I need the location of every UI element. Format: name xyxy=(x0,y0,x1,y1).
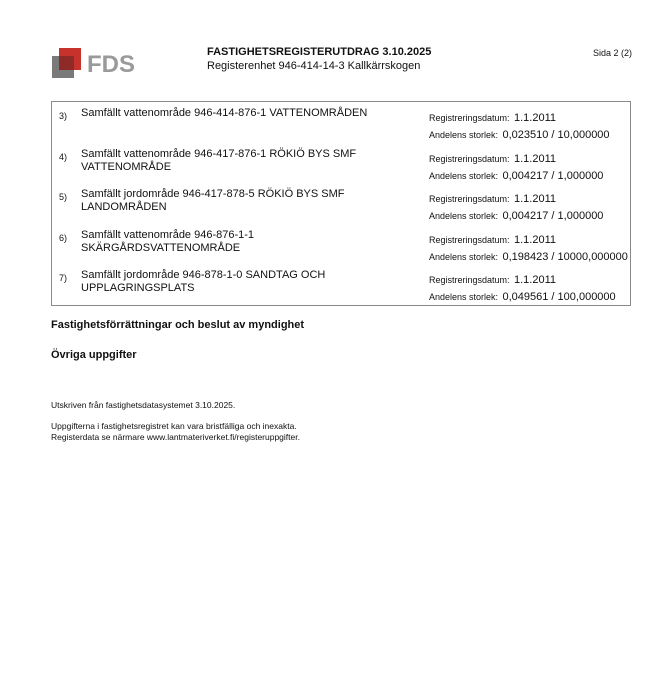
document-title: FASTIGHETSREGISTERUTDRAG 3.10.2025 xyxy=(207,46,432,58)
shares-table xyxy=(51,101,631,306)
disclaimer-line-2: Registerdata se närmare www.lantmateriverket.fi/registeruppgifter. xyxy=(51,432,300,442)
reg-date-value: 1.1.2011 xyxy=(514,193,557,205)
share-meta xyxy=(429,271,616,305)
share-size-value: 0,049561 / 100,000000 xyxy=(502,291,616,303)
row-number: 4) xyxy=(59,152,68,162)
reg-date-label: Registreringsdatum: xyxy=(429,194,510,204)
share-name: Samfällt vattenområde 946-414-876-1 VATTENOMRÅDEN xyxy=(81,107,368,119)
row-number: 5) xyxy=(59,192,68,202)
share-meta xyxy=(429,150,603,184)
reg-date-label: Registreringsdatum: xyxy=(429,235,510,245)
fds-logo xyxy=(52,48,142,82)
share-size-label: Andelens storlek: xyxy=(429,211,499,221)
section-heading-ovriga: Övriga uppgifter xyxy=(51,349,137,361)
share-meta xyxy=(429,231,628,265)
disclaimer-line-1: Uppgifterna i fastighetsregistret kan vara bristfälliga och inexakta. xyxy=(51,421,297,431)
row-number: 3) xyxy=(59,111,68,121)
share-size-value: 0,004217 / 1,000000 xyxy=(502,170,604,182)
reg-date-value: 1.1.2011 xyxy=(514,234,557,246)
document-subtitle: Registerenhet 946-414-14-3 Kallkärrskogen xyxy=(207,60,421,72)
share-size-label: Andelens storlek: xyxy=(429,252,499,262)
share-size-label: Andelens storlek: xyxy=(429,171,499,181)
share-meta xyxy=(429,109,610,143)
share-name: Samfällt jordområde 946-878-1-0 SANDTAG OCH UPPLAGRINGSPLATS xyxy=(81,269,326,294)
reg-date-value: 1.1.2011 xyxy=(514,112,557,124)
share-name: Samfällt jordområde 946-417-878-5 RÖKIÖ BYS SMF LANDOMRÅDEN xyxy=(81,188,345,213)
row-number: 7) xyxy=(59,273,68,283)
share-size-value: 0,004217 / 1,000000 xyxy=(502,210,604,222)
share-size-label: Andelens storlek: xyxy=(429,130,499,140)
printed-note: Utskriven från fastighetsdatasystemet 3.10.2025. xyxy=(51,400,236,410)
section-heading-forrattningar: Fastighetsförrättningar och beslut av myndighet xyxy=(51,319,305,331)
share-name: Samfällt vattenområde 946-876-1-1 SKÄRGÅRDSVATTENOMRÅDE xyxy=(81,229,255,254)
reg-date-value: 1.1.2011 xyxy=(514,153,557,165)
share-size-value: 0,023510 / 10,000000 xyxy=(502,129,610,141)
share-meta xyxy=(429,190,603,224)
reg-date-label: Registreringsdatum: xyxy=(429,113,510,123)
logo-text: FDS xyxy=(87,51,135,78)
page-number: Sida 2 (2) xyxy=(592,48,632,58)
logo-square-overlap xyxy=(59,56,74,70)
share-name: Samfällt vattenområde 946-417-876-1 RÖKIÖ BYS SMF VATTENOMRÅDE xyxy=(81,148,357,173)
share-size-value: 0,198423 / 10000,000000 xyxy=(502,251,628,263)
reg-date-value: 1.1.2011 xyxy=(514,274,557,286)
share-size-label: Andelens storlek: xyxy=(429,292,499,302)
reg-date-label: Registreringsdatum: xyxy=(429,154,510,164)
row-number: 6) xyxy=(59,233,68,243)
reg-date-label: Registreringsdatum: xyxy=(429,275,510,285)
